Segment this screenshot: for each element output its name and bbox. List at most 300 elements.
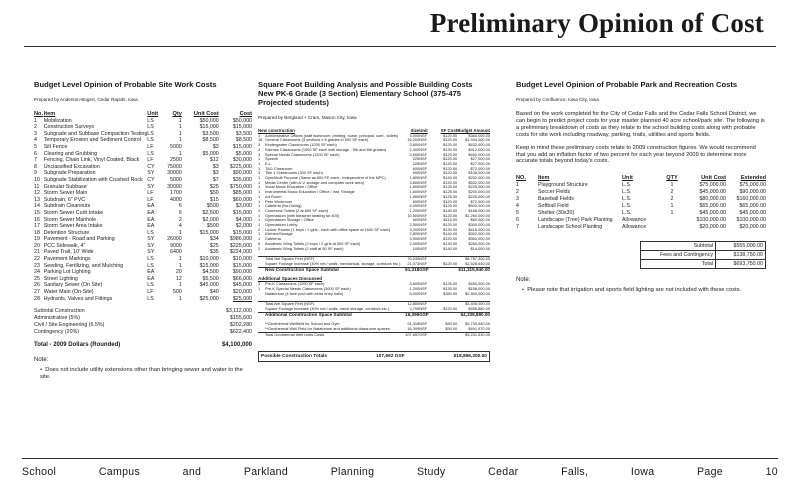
table-cell: $140.00	[443, 231, 458, 237]
table-cell: EA	[147, 216, 155, 223]
table-cell: 1	[258, 231, 261, 237]
table-cell: 30000	[167, 170, 182, 177]
table-cell: PCC Sidewalk, 4"	[43, 242, 86, 249]
table-cell: 19	[34, 236, 40, 243]
table-cell: 2,500	[409, 222, 420, 228]
table-cell: NSF	[419, 302, 435, 307]
table-cell: $3	[212, 143, 219, 150]
site-header-cell: Cost	[239, 111, 252, 117]
table-cell: 600	[412, 217, 420, 223]
table-cell: 91,318	[407, 321, 420, 327]
table-cell: 25	[34, 275, 40, 282]
table-cell: Water Main (On-Site)	[43, 289, 94, 296]
site-header-cell: Unit	[147, 111, 159, 117]
table-cell: $450,000.00	[468, 281, 490, 287]
table-cell: 1	[516, 182, 519, 189]
table-row	[34, 276, 252, 283]
building-header-cell: Size	[410, 128, 420, 133]
building-prepared-by: Prepared by Bergland + Cram, Mason City, Iowa	[258, 115, 357, 120]
table-cell: 20	[175, 269, 182, 276]
table-cell: $100,000.00	[696, 217, 726, 224]
site-total-value: $4,100,000	[221, 342, 252, 349]
table-cell: LF	[147, 143, 154, 150]
table-cell: $15,000	[199, 262, 219, 269]
table-cell: $50	[209, 190, 219, 197]
table-cell: 1	[258, 160, 261, 166]
table-cell: 225	[412, 160, 420, 166]
table-cell: $5,000	[202, 150, 219, 157]
table-cell: 1	[258, 285, 261, 291]
table-cell: SY	[147, 236, 155, 243]
table-cell: Subgrade Stabilization with Crushed Rock	[43, 176, 143, 183]
table-cell: 4	[178, 223, 182, 230]
building-grand-size: 107,692 GSF	[376, 354, 405, 360]
table-cell: $25	[209, 242, 219, 249]
table-cell: Media Center (with A.V. storage and computer work area)	[265, 179, 364, 185]
table-cell: $15,000	[232, 209, 252, 216]
site-note: • Does not include utility extensions other than bringing sewer and water to the site.	[40, 367, 243, 381]
table-cell: NSF	[419, 245, 428, 251]
table-cell: $750,000	[229, 183, 252, 190]
table-cell: $45,000.00	[739, 210, 766, 217]
table-cell: $50,000	[199, 117, 219, 124]
table-cell: 8	[34, 163, 37, 170]
table-cell: 600	[412, 198, 420, 204]
table-cell: 1	[178, 282, 182, 289]
table-row	[34, 230, 252, 237]
table-cell: 6	[516, 217, 519, 224]
table-cell: $8,500	[235, 137, 252, 144]
table-cell: General Classrooms (3 sections x 6 grades in 900 SF each)	[265, 137, 369, 143]
table-cell: Mobilization	[43, 117, 72, 124]
building-heading-2: New PK-6 Grade (3 Section) Elementary School (375-475 Projected students)	[258, 89, 461, 107]
table-cell: Gymnasium Lobby	[265, 222, 298, 228]
table-cell: $45,000	[199, 282, 219, 289]
table-cell: New Construction Space Subtotal	[265, 267, 403, 272]
table-cell: $14,000.00	[470, 245, 490, 251]
table-cell: Total Geothermal Well Units Costs	[265, 332, 403, 337]
table-cell: LF	[147, 196, 154, 203]
table-cell: EA	[147, 209, 155, 216]
building-header-cell: New construction	[258, 128, 295, 133]
table-cell: $10,000	[232, 256, 252, 263]
subtotal-label: Contingency (20%)	[34, 329, 80, 336]
table-row	[34, 256, 252, 263]
table-cell: $986,000	[229, 236, 252, 243]
subtotal-value: $202,280	[229, 322, 252, 329]
table-cell: 1,600	[409, 189, 420, 195]
table-cell: 5	[258, 240, 261, 246]
table-cell: $8,500	[202, 137, 219, 144]
table-cell: Commons Toilets (2 at 600 SF each)	[265, 207, 329, 213]
subtotal-row	[34, 315, 252, 322]
table-cell: $125.00	[443, 151, 458, 157]
table-cell: NSF	[419, 222, 428, 228]
table-cell: LS	[147, 282, 154, 289]
table-cell: 1	[258, 132, 261, 138]
table-cell: L.S.	[622, 210, 632, 217]
table-cell: $450,000.00	[468, 151, 490, 157]
table-cell: $360,000.00	[468, 132, 490, 138]
table-cell	[662, 217, 682, 224]
table-cell: $65,000.00	[739, 203, 766, 210]
table-row	[34, 124, 252, 131]
table-cell: $25,000	[232, 295, 252, 302]
table-cell: 900	[412, 170, 420, 176]
table-cell: Clearing and Grubbing	[43, 150, 98, 157]
footer-word: School	[22, 466, 57, 478]
table-cell: NSF	[419, 257, 435, 262]
table-cell: 2	[516, 189, 519, 196]
table-cell: 8,000	[409, 290, 420, 296]
site-costs-heading: Budget Level Opinion of Probable Site Work Costs	[34, 80, 217, 89]
subtotal-value: $155,600	[229, 315, 252, 322]
building-grand-value: $18,856,300.00	[453, 354, 487, 360]
table-cell: 2500	[170, 157, 182, 164]
table-cell: NSF	[419, 184, 428, 190]
table-cell: $130.00	[443, 285, 458, 291]
table-cell: NSF	[419, 198, 428, 204]
table-cell: $15,000	[232, 262, 252, 269]
table-row	[34, 236, 252, 243]
table-cell: $416,000.00	[468, 226, 490, 232]
table-cell: $69,000.00	[470, 217, 490, 223]
table-row	[34, 197, 252, 204]
table-cell: Title 1 Classrooms (300 SF each)	[265, 170, 323, 176]
table-cell: $115.00	[443, 217, 458, 223]
table-cell: 2	[258, 245, 261, 251]
table-cell: 3,000	[409, 132, 420, 138]
table-cell: 6	[178, 203, 182, 210]
table-cell: $200,000.00	[468, 189, 490, 195]
table-cell: 1	[670, 203, 674, 210]
table-cell: $15,000	[232, 229, 252, 236]
table-cell: $350.00	[443, 290, 458, 296]
table-cell: 4	[516, 203, 519, 210]
table-cell: $35,000	[232, 176, 252, 183]
table-cell: GSF	[419, 332, 435, 337]
table-cell: $532,000.00	[468, 179, 490, 185]
table-cell: $120.00	[443, 236, 458, 242]
table-cell: $30,000	[232, 157, 252, 164]
site-total-label: Total - 2009 Dollars (Rounded)	[34, 342, 121, 349]
park-header-cell: QTY	[666, 175, 678, 182]
table-cell: $90,000	[232, 269, 252, 276]
table-cell: Unclassified Excavation	[43, 163, 100, 170]
table-cell: $50,000	[232, 117, 252, 124]
total-row	[258, 332, 490, 337]
table-cell: $3	[212, 170, 219, 177]
table-cell: NSF	[419, 226, 428, 232]
table-cell: $15,000	[199, 124, 219, 131]
table-cell: 6	[178, 209, 182, 216]
table-cell: 3	[516, 196, 519, 203]
table-row	[34, 164, 252, 171]
table-cell: Total Net Square Feet (NSF)	[265, 302, 403, 307]
table-cell: Pavement - Road and Parking	[43, 236, 115, 243]
table-cell: NSF	[419, 142, 428, 148]
park-summary-table	[640, 241, 766, 269]
table-cell: $491,970.00	[468, 326, 490, 332]
table-cell: 3	[258, 281, 261, 287]
table-cell: Gymnasium (with bleacher seating for 400)	[265, 212, 340, 218]
table-cell: $3,500	[235, 130, 252, 137]
park-costs-table	[516, 175, 766, 231]
table-cell: $130.00	[443, 240, 458, 246]
table-cell: 16,399	[405, 311, 420, 317]
building-costs-table	[258, 129, 490, 337]
table-cell: 18	[34, 229, 40, 236]
table-cell: Landscape (Tree) Park Planting	[538, 217, 613, 224]
section-title: Additional Spaces Discussed	[258, 276, 323, 282]
summary-row	[641, 251, 766, 260]
table-cell: 1	[258, 212, 261, 218]
table-cell: 4,000	[409, 203, 420, 209]
table-cell: **Geothermal Well Field for Natatorium and additional classroom spaces	[265, 326, 390, 332]
table-cell: 100	[412, 245, 420, 251]
table-cell: 17	[34, 223, 40, 230]
table-cell: 1,800	[409, 193, 420, 199]
table-cell: 3,200	[409, 226, 420, 232]
table-cell: Softball Field	[538, 203, 569, 210]
table-cell: 3	[258, 170, 261, 176]
table-cell: Instrumental Music Education / Office / Inst. Storage	[265, 189, 355, 195]
summary-label: Subtotal	[641, 242, 716, 251]
summary-row	[641, 260, 766, 269]
table-cell: LF	[147, 157, 154, 164]
table-cell: Storm Sewer Curb Intake	[43, 209, 104, 216]
table-row	[34, 269, 252, 276]
table-cell: $120.00	[443, 132, 458, 138]
table-cell: L.S.	[622, 203, 632, 210]
table-cell: Temporary Erosion and Sediment Control	[43, 137, 141, 144]
park-note-text: Please note that irrigation and sports field lighting are not included with these costs.	[527, 287, 742, 294]
table-cell: $15,000	[232, 124, 252, 131]
table-cell: $130.00	[443, 226, 458, 232]
park-header-cell: Unit Cost	[701, 175, 726, 182]
table-cell: 225	[412, 156, 420, 162]
table-cell: $500	[206, 223, 219, 230]
table-cell: $120.00	[443, 165, 458, 171]
table-cell: $252,000.00	[468, 175, 490, 181]
table-cell: $1,944,000.00	[465, 137, 490, 143]
table-cell: $120.00	[443, 212, 458, 218]
table-cell: LS	[147, 295, 154, 302]
header-rule	[24, 46, 776, 47]
table-cell: NSF	[419, 326, 428, 332]
table-cell: EA	[147, 275, 155, 282]
park-heading: Budget Level Opinion of Probable Park and Recreation Costs	[516, 80, 738, 89]
table-cell: 21,073	[407, 260, 420, 266]
table-cell: 16	[34, 216, 40, 223]
footer-word: 10	[765, 466, 778, 478]
table-cell: 26	[34, 282, 40, 289]
table-cell: $72,000.00	[470, 198, 490, 204]
table-cell: 16,399	[407, 326, 420, 332]
table-cell: $360,000.00	[468, 236, 490, 242]
table-row	[34, 151, 252, 158]
subtotal-row	[34, 302, 252, 315]
page-title: Preliminary Opinion of Cost	[429, 8, 764, 38]
table-cell: NSF	[419, 146, 428, 152]
table-cell: 22	[34, 256, 40, 263]
park-inflation-paragraph: Keep in mind these preliminary costs relate to 2009 construction figures. We would recommend that you add an inflation factor of two percent for each year beyond 2009 to determine more accurate totals beyond today's costs.	[516, 144, 756, 165]
table-cell: Paved Trail, 10' Wide	[43, 249, 94, 256]
table-cell: $27,000.00	[470, 156, 490, 162]
table-cell: $20,000	[232, 289, 252, 296]
table-cell: 2,800	[409, 231, 420, 237]
site-header-cell: Qty	[172, 111, 182, 117]
table-cell: Sanitary Sewer (On Site)	[43, 282, 103, 289]
table-cell: 21	[34, 249, 40, 256]
table-cell: Gym/Multi Purpose (Same as 600 FE each - independent of the MPC)	[265, 175, 386, 181]
table-cell: 7	[516, 224, 519, 231]
table-cell: NSF	[419, 151, 428, 157]
table-row	[34, 170, 252, 177]
table-cell: 16,200	[407, 137, 420, 143]
table-cell: L.S.	[622, 182, 632, 189]
table-row	[516, 224, 766, 231]
table-cell: 2	[258, 226, 261, 232]
table-cell: 6	[34, 150, 37, 157]
table-cell: NSF	[419, 321, 428, 327]
building-heading-1: Square Foot Building Analysis and Possible Building Costs	[258, 80, 473, 89]
table-cell: 5000	[170, 176, 182, 183]
table-cell: $35	[209, 249, 219, 256]
table-cell: $120.00	[443, 198, 458, 204]
table-row	[34, 243, 252, 250]
table-cell: $108,000.00	[468, 170, 490, 176]
table-cell: 2,000	[409, 240, 420, 246]
table-cell: $10,000	[199, 256, 219, 263]
footer-word: Falls,	[561, 466, 589, 478]
table-row	[34, 217, 252, 224]
table-cell: $4,500	[202, 269, 219, 276]
table-cell: 1	[258, 184, 261, 190]
table-row	[34, 131, 252, 138]
table-cell: $140.00	[443, 245, 458, 251]
table-cell: TAG Classroom	[265, 165, 293, 171]
table-cell: 4	[34, 137, 37, 144]
table-cell: NSF	[419, 207, 428, 213]
table-cell: SY	[147, 242, 155, 249]
table-cell: $125.00	[443, 281, 458, 287]
table-cell: $125.00	[443, 193, 458, 199]
park-intro-paragraph: Based on the work completed for the City of Cedar Falls and the Cedar Falls School District, we can begin to predict project costs for your master planned 40 acre school/park site. The following is a preliminary breakdown of costs as they relate to the school building costs along with probable costs for site work including roadway, parking, trails, utilities and sports fields.	[516, 111, 765, 138]
table-cell: NSF	[419, 137, 428, 143]
building-costs-section	[258, 80, 490, 362]
table-cell: Subdrain, 6" PVC	[43, 196, 86, 203]
table-cell: Construction Surveys	[43, 124, 95, 131]
table-cell: NSF	[419, 217, 428, 223]
table-cell: 3,600	[409, 151, 420, 157]
table-cell: $2,000	[202, 216, 219, 223]
subtotal-label: Civil / Site Engineering (6.5%)	[34, 322, 105, 329]
table-cell: 1	[258, 198, 261, 204]
site-header-cell: Item	[43, 111, 56, 117]
table-cell: $60,000	[232, 196, 252, 203]
table-cell: $20,000.00	[699, 224, 726, 231]
building-grand-label: Possible Construction Totals	[261, 354, 328, 360]
table-cell: NSF	[419, 281, 428, 287]
table-cell: $45,000.00	[699, 189, 726, 196]
table-cell: LS	[147, 130, 154, 137]
table-cell: 2	[34, 124, 37, 131]
table-cell: Parking Lot Lighting	[43, 269, 91, 276]
park-costs-section	[516, 80, 766, 294]
table-cell: $125.00	[443, 184, 458, 190]
table-cell: 26000	[167, 236, 182, 243]
site-header-cell: Unit Cost	[193, 111, 219, 117]
table-cell: $2,739,540.00	[465, 321, 490, 327]
table-cell: NSF	[419, 179, 428, 185]
table-cell: $5,000	[235, 150, 252, 157]
site-note-text: Does not include utility extensions other than bringing sewer and water to the site.	[40, 367, 243, 381]
table-cell: 2,400	[409, 146, 420, 152]
table-cell: 1	[258, 165, 261, 171]
table-cell: 2	[670, 196, 674, 203]
table-cell: Silt Fence	[43, 143, 68, 150]
table-cell: 5000	[170, 143, 182, 150]
site-prepared-by: Prepared by Anderson-Bogert, Cedar Rapids, Iowa	[34, 97, 138, 102]
table-cell: $90,000	[232, 170, 252, 177]
table-cell: 2	[178, 216, 182, 223]
table-cell: NSF	[419, 156, 428, 162]
table-cell: Pavement Markings	[43, 256, 91, 263]
table-cell: $15	[209, 196, 219, 203]
table-cell: Vocal Music Education / Office	[265, 184, 318, 190]
table-cell: $225,000	[229, 163, 252, 170]
table-cell: $66,000	[232, 275, 252, 282]
table-cell: 1	[258, 179, 261, 185]
table-cell: Square Footage Increase (30% net / walls, mechanical, storage, corridors etc.)	[265, 260, 401, 266]
table-cell: SY	[147, 183, 155, 190]
table-cell: 11	[34, 183, 40, 190]
table-cell: 6400	[170, 249, 182, 256]
table-cell: $45,000	[232, 282, 252, 289]
table-cell: $40	[209, 289, 219, 296]
table-cell: $80,000.00	[699, 196, 726, 203]
table-cell: 14	[34, 203, 40, 210]
table-cell: 2	[258, 146, 261, 152]
table-row	[34, 282, 252, 289]
summary-row	[641, 242, 766, 251]
table-row	[516, 196, 766, 203]
summary-label: Fees and Contingency	[641, 251, 716, 260]
park-note: • Please note that irrigation and sports field lighting are not included with these costs.	[522, 287, 742, 294]
table-cell: 1,200	[409, 285, 420, 291]
table-cell: 1	[258, 222, 261, 228]
table-cell: 1	[258, 236, 261, 242]
footer-rule	[22, 458, 778, 459]
footer-word: Planning	[330, 466, 375, 478]
table-cell: 1	[258, 217, 261, 223]
table-cell: $75,000.00	[699, 182, 726, 189]
table-cell: Storm Sewer Main	[43, 190, 88, 197]
table-cell: $8,787,300.00	[457, 257, 490, 262]
table-cell: $65,000.00	[699, 203, 726, 210]
table-cell: 3,800	[409, 179, 420, 185]
table-cell: EA	[147, 223, 155, 230]
table-row	[34, 263, 252, 270]
table-cell: $11,315,940.00	[458, 266, 490, 272]
table-cell: $2,528,640.00	[465, 260, 490, 266]
table-cell: Science Classrooms (1000 SF each with storage - 5th and 6th grades)	[265, 146, 387, 152]
site-costs-table	[34, 111, 252, 336]
table-cell: 1	[178, 262, 182, 269]
table-cell: Special Needs Classrooms (1200 SF each)	[265, 151, 340, 157]
site-note-label: Note:	[34, 357, 49, 364]
